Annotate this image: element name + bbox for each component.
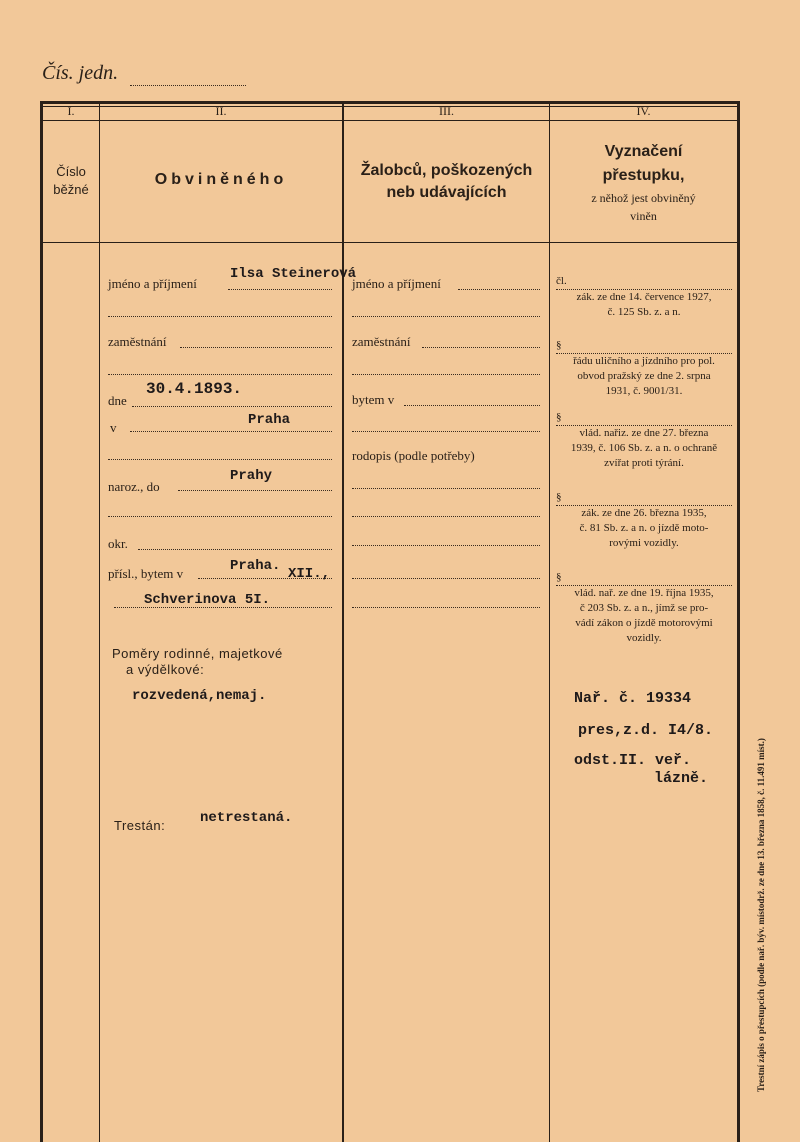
offence-block-4-line2: zák. ze dne 26. března 1935, [581, 507, 707, 519]
offence-block-4-line3: č. 81 Sb. z. a n. o jízdě moto- [579, 522, 709, 534]
col-3-title-line2: neb udávajících [386, 184, 507, 201]
accused-district-field[interactable] [138, 549, 332, 550]
accused-family-label-line1: Poměry rodinné, majetkové [112, 646, 283, 661]
accused-date-field[interactable] [132, 406, 332, 407]
plaintiff-blank-line-2[interactable] [352, 374, 540, 375]
col-4-subtitle-line1: z něhož jest obviněný [591, 191, 696, 205]
accused-family-label-line2: a výdělkové: [126, 662, 205, 677]
col-4-subtitle-line2: viněn [630, 209, 657, 223]
plaintiff-name-field[interactable] [458, 289, 540, 290]
header-divider [40, 242, 739, 243]
offence-block-1-line2: zák. ze dne 14. července 1927, [576, 291, 712, 303]
plaintiff-blank-line-3[interactable] [352, 431, 540, 432]
accused-born-field[interactable] [178, 490, 332, 491]
offence-block-5-line4: vádí zákon o jízdě motorovými [575, 617, 713, 629]
offence-block-5-line2: vlád. nař. ze dne 19. října 1935, [574, 587, 714, 599]
plaintiff-bio-label: rodopis (podle potřeby) [352, 448, 475, 463]
cis-jedn-field[interactable] [130, 85, 246, 86]
plaintiff-employment-label: zaměstnání [352, 334, 411, 349]
accused-in-field[interactable] [130, 431, 332, 432]
plaintiff-residence-label: bytem v [352, 392, 395, 407]
offence-block-3-line1: § [556, 410, 732, 426]
offence-block-5-line5: vozidly. [626, 632, 662, 644]
offence-block-2-line3: obvod pražský ze dne 2. srpna [577, 370, 711, 382]
col-1-title-line1: Číslo [56, 164, 86, 179]
accused-residence-label: přísl., bytem v [108, 566, 184, 581]
col-3-title [344, 160, 549, 204]
accused-blank-line-1[interactable] [108, 316, 332, 317]
frame-left [40, 101, 43, 1142]
frame-right [737, 101, 740, 1142]
offence-block-2 [556, 338, 732, 399]
plaintiff-blank-line-8[interactable] [352, 607, 540, 608]
accused-employment-label: zaměstnání [108, 334, 167, 349]
offence-block-5 [556, 570, 732, 646]
accused-punished-label: Trestán: [114, 818, 166, 833]
offence-block-3 [556, 410, 732, 471]
offence-block-3-line4: zvířat proti týrání. [604, 457, 684, 469]
accused-blank-line-3[interactable] [108, 459, 332, 460]
accused-street-value: Schverinova 5I. [144, 592, 271, 608]
offence-block-2-line2: řádu uličního a jízdního pro pol. [573, 355, 715, 367]
offence-typed-line4: lázně. [654, 770, 709, 787]
offence-block-3-line2: vlád. nařiz. ze dne 27. března [579, 427, 709, 439]
col-4-number: IV. [636, 104, 651, 118]
offence-block-5-line3: č 203 Sb. z. a n., jímž se pro- [579, 602, 709, 614]
col-2-number: II. [215, 104, 227, 118]
col-divider-3 [549, 104, 550, 1142]
col-4-title-line1: Vyznačení [604, 143, 683, 160]
offence-block-1-line1: čl. [556, 274, 732, 290]
col-1-number: I. [67, 104, 75, 118]
plaintiff-blank-line-4[interactable] [352, 488, 540, 489]
col-1-title-line2: běžné [53, 182, 89, 197]
accused-name-field[interactable] [228, 289, 332, 290]
col-1-title [43, 163, 99, 199]
col-3-title-line1: Žalobců, poškozených [360, 162, 533, 179]
plaintiff-blank-line-5[interactable] [352, 516, 540, 517]
plaintiff-blank-line-1[interactable] [352, 316, 540, 317]
accused-name-label: jméno a příjmení [108, 276, 197, 291]
accused-blank-line-2[interactable] [108, 374, 332, 375]
offence-block-1-line3: č. 125 Sb. z. a n. [607, 306, 681, 318]
col-divider-2 [342, 104, 344, 1142]
offence-block-4 [556, 490, 732, 551]
col-4-title [550, 140, 737, 224]
offence-block-4-line4: rovými vozidly. [609, 537, 679, 549]
accused-in-value: Praha [248, 412, 291, 428]
offence-typed-line2: pres,z.d. I4/8. [578, 722, 714, 739]
offence-block-3-line3: 1939, č. 106 Sb. z. a n. o ochraně [570, 442, 718, 454]
plaintiff-residence-field[interactable] [404, 405, 540, 406]
plaintiff-blank-line-7[interactable] [352, 578, 540, 579]
accused-date-value: 30.4.1893. [146, 380, 243, 398]
accused-blank-line-4[interactable] [108, 516, 332, 517]
num-row-divider [40, 120, 739, 121]
accused-name-value: Ilsa Steinerová [230, 266, 357, 282]
offence-block-4-line1: § [556, 490, 732, 506]
accused-in-label: v [110, 420, 117, 435]
accused-district-label: okr. [108, 536, 128, 551]
offence-typed-line1: Nař. č. 19334 [574, 690, 692, 707]
accused-family-value: rozvedená,nemaj. [132, 688, 267, 704]
plaintiff-employment-field[interactable] [422, 347, 540, 348]
offence-typed-line3: odst.II. veř. [574, 752, 692, 769]
side-note: Trestní zápis o přestupcích (podle nař. býv. místodrž. ze dne 13. března 1858, č. 11.491 míst.) [756, 738, 766, 1092]
cis-jedn-label: Čís. jedn. [42, 62, 119, 84]
col-3-number: III. [439, 104, 454, 118]
accused-born-value: Prahy [230, 468, 273, 484]
plaintiff-name-label: jméno a příjmení [352, 276, 441, 291]
accused-date-label: dne [108, 393, 127, 408]
plaintiff-blank-line-6[interactable] [352, 545, 540, 546]
accused-residence-value: Praha. [230, 558, 281, 574]
offence-block-2-line4: 1931, č. 9001/31. [605, 385, 683, 397]
accused-born-label: naroz., do [108, 479, 160, 494]
accused-family-label [112, 646, 283, 678]
offence-block-2-line1: § [556, 338, 732, 354]
offence-block-5-line1: § [556, 570, 732, 586]
offence-block-1 [556, 274, 732, 320]
accused-punished-value: netrestaná. [200, 810, 293, 826]
col-2-title: Obviněného [154, 171, 288, 188]
col-divider-1 [99, 104, 100, 1142]
accused-residence-district: XII., [288, 566, 331, 582]
col-4-title-line2: přestupku, [602, 167, 685, 184]
accused-employment-field[interactable] [180, 347, 332, 348]
